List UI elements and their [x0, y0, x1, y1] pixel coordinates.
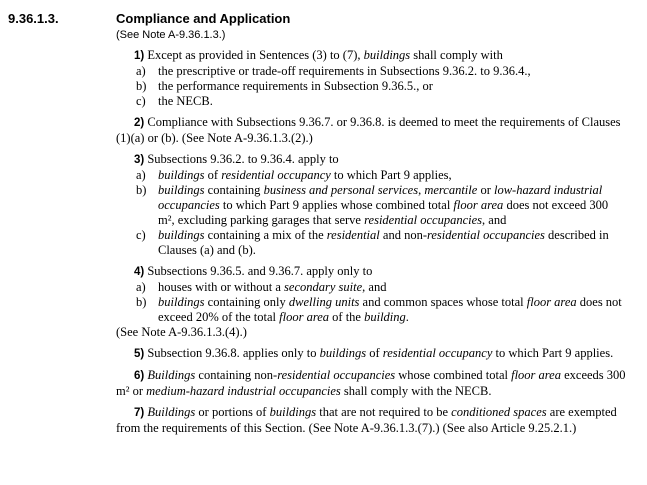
defined-term: business and personal services [263, 183, 419, 197]
text-run: to which Part 9 applies, [330, 168, 452, 182]
defined-term: buildings [158, 183, 205, 197]
text-run: containing only [204, 295, 289, 309]
sentence-6 [116, 368, 626, 399]
sentence-2 [0, 115, 626, 146]
text-run: houses with or without a [158, 280, 285, 294]
clause-label: a) [136, 64, 146, 78]
defined-term: floor area [511, 368, 561, 382]
text-run: Subsection 9.36.8. applies only to [147, 346, 320, 360]
text-run: are exempted from the requirements of this Section. (See Note A-9.36.1.3.(7).) (See also Article 9.25.2.1.) [116, 405, 617, 435]
sentence-3 [116, 152, 626, 258]
text-run: does not exceed 300 m², excluding parking garages that serve [158, 198, 609, 227]
sentence-7-text [116, 405, 626, 436]
defined-term: residential occupancies [277, 368, 396, 382]
text-run: described in Clauses (a) and (b). [158, 228, 609, 257]
text-run: , and [482, 213, 507, 227]
sentence-1-lead [116, 48, 626, 64]
text-run: exceeds 300 m² or [116, 368, 626, 398]
text-run: containing non- [195, 368, 278, 382]
clause-text: the prescriptive or trade-off requirements in Subsections 9.36.2. to 9.36.4., [158, 64, 531, 78]
text-run: containing a mix of the [204, 228, 327, 242]
sentence-number: 1) [134, 50, 145, 62]
clause-a [136, 168, 626, 183]
clause-b [136, 183, 626, 228]
defined-term: building [364, 310, 406, 324]
defined-term: residential occupancies [426, 228, 545, 242]
defined-term: buildings [269, 405, 317, 419]
clause-label: b) [136, 295, 147, 309]
text-run: does not exceed 20% of the total [158, 295, 622, 324]
text-run: of [366, 346, 383, 360]
text-run: containing [204, 183, 264, 197]
defined-term: buildings [319, 346, 367, 360]
sentence-5-text [116, 346, 626, 362]
clause-b [136, 295, 626, 325]
text-run: shall comply with [410, 48, 503, 62]
sentence-number: 4) [134, 266, 145, 278]
text-run: or [477, 183, 494, 197]
sentence-4-note: (See Note A-9.36.1.3.(4).) [116, 325, 247, 339]
sentence-1 [116, 48, 626, 109]
defined-term: residential occupancy [382, 346, 493, 360]
text-run: whose combined total [395, 368, 512, 382]
text-run: shall comply with the NECB. [340, 384, 492, 398]
sentence-7 [116, 405, 626, 436]
defined-term: buildings [158, 168, 205, 182]
text-run: of [204, 168, 222, 182]
section-title: Compliance and Application [116, 11, 291, 26]
defined-term: buildings [158, 295, 205, 309]
text-run: and non- [379, 228, 427, 242]
defined-term: medium-hazard industrial occupancies [146, 384, 341, 398]
sentence-4-lead [116, 264, 626, 280]
clause-label: c) [136, 228, 146, 242]
defined-term: residential occupancies [364, 213, 483, 227]
defined-term: conditioned spaces [451, 405, 547, 419]
section-number: 9.36.1.3. [8, 11, 59, 26]
clause-c [136, 228, 626, 258]
section-note: (See Note A-9.36.1.3.) [116, 29, 226, 41]
defined-term: Buildings [147, 368, 196, 382]
defined-term: floor area [453, 198, 504, 212]
defined-term: Buildings [147, 405, 196, 419]
text-run: and common spaces whose total [359, 295, 527, 309]
defined-term: floor area [526, 295, 577, 309]
sentence-2-text [0, 115, 626, 146]
clause-label: a) [136, 280, 146, 294]
defined-term: mercantile [424, 183, 478, 197]
text-run: that are not required to be [316, 405, 452, 419]
sentence-number: 6) [134, 370, 145, 382]
text-run: . [405, 310, 409, 324]
text-run: of the [329, 310, 365, 324]
defined-term: secondary suite [284, 280, 363, 294]
sentence-3-lead [116, 152, 626, 168]
clause-a [136, 280, 626, 295]
clause-label: b) [136, 183, 147, 197]
clause-label: b) [136, 79, 147, 93]
text-run: Subsections 9.36.2. to 9.36.4. apply to [147, 152, 339, 166]
text-run: to which Part 9 applies. [492, 346, 614, 360]
text-run: to which Part 9 applies whose combined total [219, 198, 454, 212]
text-run: Except as provided in Sentences (3) to (7), [147, 48, 364, 62]
sentence-5 [116, 346, 626, 362]
text-run: Subsections 9.36.5. and 9.36.7. apply only to [147, 264, 373, 278]
defined-term: buildings [158, 228, 205, 242]
defined-term: buildings [363, 48, 411, 62]
clause-label: c) [136, 94, 146, 108]
sentence-number: 2) [134, 117, 145, 129]
sentence-4 [116, 264, 626, 340]
defined-term: low-hazard industrial occupancies [158, 183, 603, 212]
text-run: , and [362, 280, 387, 294]
text-run: Compliance with Subsections 9.36.7. or 9.36.8. is deemed to meet the requirements of Clauses (1)(a) or (b). (See Note A-9.36.1.3.(2).) [116, 115, 621, 145]
sentence-number: 7) [134, 407, 145, 419]
sentence-6-text [116, 368, 626, 399]
clause-text: the NECB. [158, 94, 213, 108]
defined-term: residential occupancy [221, 168, 331, 182]
clause-a [136, 64, 626, 79]
section-body [116, 48, 626, 436]
clause-b [136, 79, 626, 94]
defined-term: residential [326, 228, 380, 242]
clause-c [136, 94, 626, 109]
text-run: or portions of [195, 405, 270, 419]
defined-term: dwelling units [288, 295, 360, 309]
clause-label: a) [136, 168, 146, 182]
clause-text: the performance requirements in Subsection 9.36.5., or [158, 79, 433, 93]
text-run: , [418, 183, 425, 197]
sentence-number: 3) [134, 154, 145, 166]
defined-term: floor area [279, 310, 330, 324]
sentence-number: 5) [134, 348, 145, 360]
